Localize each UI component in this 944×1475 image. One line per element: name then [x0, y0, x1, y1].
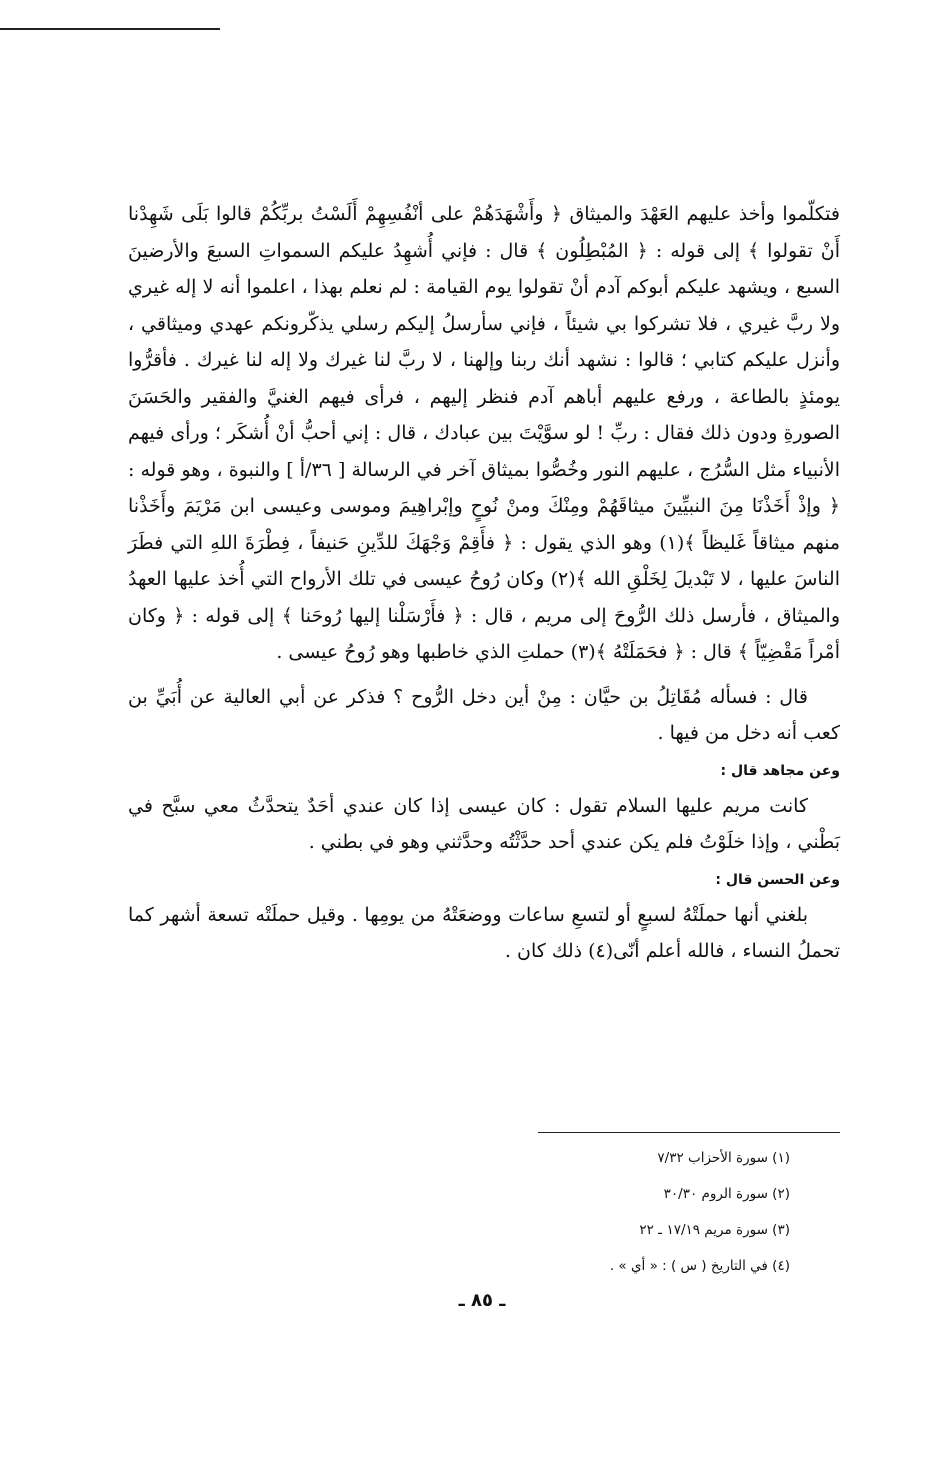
footnote-3: (٣) سورة مريم ١٧/١٩ ـ ٢٢	[639, 1222, 790, 1238]
footnote-2: (٢) سورة الروم ٣٠/٣٠	[663, 1186, 790, 1202]
footnote-1: (١) سورة الأحزاب ٧/٣٢	[657, 1150, 790, 1166]
subheading-mujahid: وعن مجاهد قال :	[720, 762, 840, 779]
paragraph-1: فتكلّموا وأخذ عليهم العَهْدَ والميثاق ﴿ وأَشْهَدَهُمْ على أنْفُسِهِمْ أَلَسْتُ بربِّكُمْ قالوا بَلَى شَهِدْنا أَنْ تقولوا ﴾ إلى قوله : ﴿ المُبْطِلُون ﴾ قال : فإني أُشهِدُ عليكم السمواتِ السبعَ والأرضينَ السبع ، ويشهد عليكم أبوكم آدم أنْ تقولوا يوم القيامة : لم نعلم بهذا ، اعلموا أنه لا إله غيري ولا ربَّ غيري ، فلا تشركوا بي شيئاً ، فإني سأرسلُ إليكم رسلي يذكّرونكم عهدي وميثاقي ، وأنزل عليكم كتابي ؛ قالوا : نشهد أنك ربنا وإلهنا ، لا ربَّ لنا غيرك ولا إله لنا غيرك . فأقرُّوا يومئذٍ بالطاعة ، ورفع عليهم أباهم آدم فنظر إليهم ، فرأى فيهم الغنيَّ والفقير والحَسَنَ الصورةِ ودون ذلك فقال : ربِّ ! لو سوَّيْتَ بين عبادك ، قال : إني أحبُّ أنْ أُشكَر ؛ ورأى فيهم الأنبياء مثل السُّرُج ، عليهم النور وخُصُّوا بميثاق آخر في الرسالة [ ٣٦/أ ] والنبوة ، وهو قوله : ﴿ وإذْ أَخَذْنَا مِنَ النبيِّينَ ميثاقَهُمْ ومِنْكَ ومنْ نُوحٍ وإبْراهِيمَ وموسى وعيسى ابن مَرْيَمَ وأَخَذْنا منهم ميثاقاً غَليظاً ﴾(١) وهو الذي يقول : ﴿ فأَقِمْ وَجْهَكَ للدِّينِ حَنيفاً ، فِطْرَةَ اللهِ التي فطَرَ الناسَ عليها ، لا تَبْديلَ لِخَلْقِ الله ﴾(٢) وكان رُوحُ عيسى في تلك الأرواح التي أُخذ عليها العهدُ والميثاق ، فأرسل ذلك الرُّوحَ إلى مريم ، قال : ﴿ فأَرْسَلْنا إليها رُوحَنا ﴾ إلى قوله : ﴿ وكان أمْراً مَقْضِيّاً ﴾ قال : ﴿ فحَمَلَتْهُ ﴾(٣) حملتِ الذي خاطبها وهو رُوحُ عيسى .	[128, 203, 841, 663]
paragraph-2: قال : فسأله مُقَاتِلُ بن حيَّان : مِنْ أين دخل الرُّوح ؟ فذكر عن أبي العالية عن أُبَيِّ بن كعب أنه دخل من فيها .	[128, 685, 840, 744]
paragraph-3: كانت مريم عليها السلام تقول : كان عيسى إذا كان عندي أحَدٌ يتحدَّثُ معي سبَّح في بَطْني ، وإذا خلَوْتُ فلم يكن عندي أحد حدَّثْتُه وحدَّثني وهو في بطني .	[128, 794, 840, 853]
top-rule	[0, 28, 220, 30]
main-text	[128, 196, 840, 970]
footnote-4: (٤) في التاريخ ( س ) : « أي » .	[609, 1258, 790, 1274]
paragraph-4: بلغني أنها حملَتْهُ لسبعٍ أو لتسعِ ساعات ووضعَتْهُ من يومِها . وقيل حملَتْه تسعة أشهر كما تحملُ النساء ، فالله أعلم أنّى(٤) ذلك كان .	[128, 903, 840, 962]
page-number: ـ ٨٥ ـ	[458, 1290, 506, 1311]
footnotes-rule	[538, 1132, 840, 1133]
subheading-hasan: وعن الحسن قال :	[715, 871, 840, 888]
footnotes	[540, 1140, 790, 1284]
